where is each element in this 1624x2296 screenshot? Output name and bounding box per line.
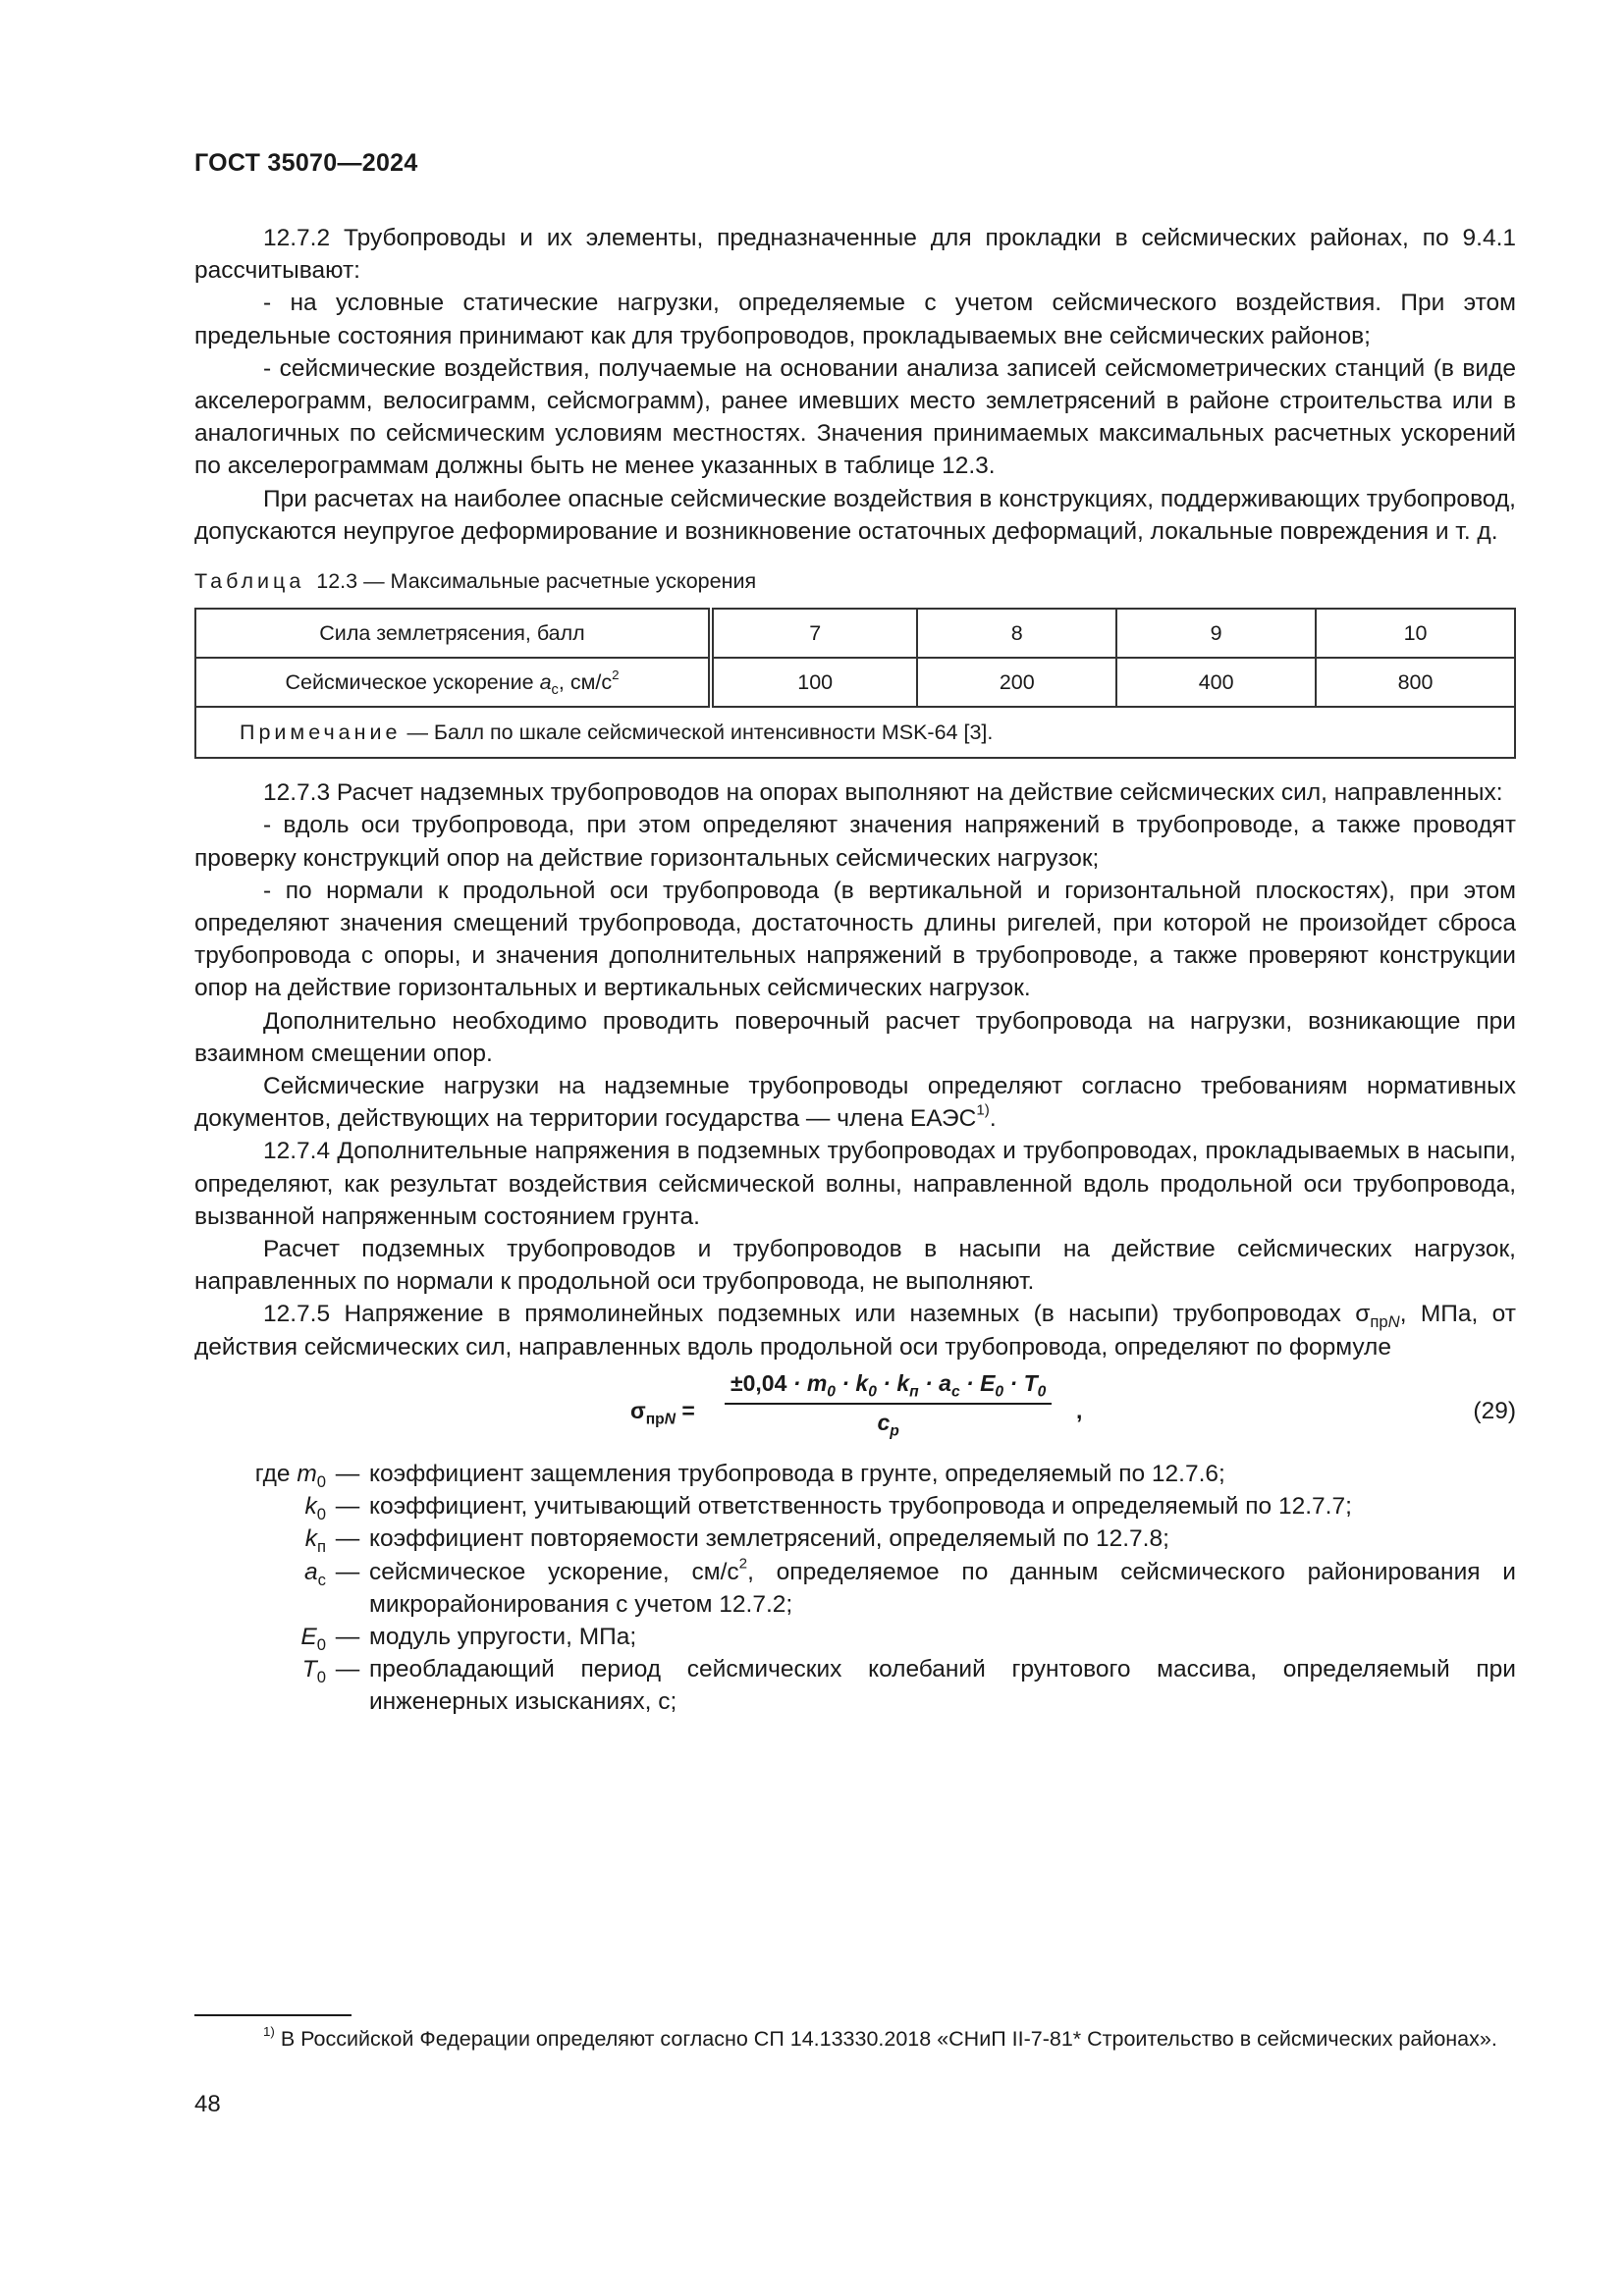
- paragraph-12-7-5: 12.7.5 Напряжение в прямолинейных подземных или наземных (в насыпи) трубопроводах $\sigma_{прN}$, МПа, от действия сейсмических сил, направленных вдоль продольной оси трубопровода, определяют по формуле: [194, 1301, 1516, 1361]
- paragraph-static-loads: - на условные статические нагрузки, определяемые с учетом сейсмического воздействия. При этом предельные состояния принимают как для трубопроводов, прокладываемых вне сейсмических районов;: [194, 290, 1516, 349]
- def-symbol: $a_c$: [304, 1558, 326, 1589]
- paragraph-verification: Дополнительно необходимо проводить поверочный расчет трубопровода на нагрузки, возникающие при взаимном смещении опор.: [194, 1007, 1516, 1067]
- table-cell: 400: [1116, 658, 1316, 707]
- table-cell: 800: [1316, 658, 1515, 707]
- table-cell: 7: [711, 609, 917, 658]
- note-label: Примечание: [240, 720, 402, 744]
- table-caption: [194, 565, 1516, 598]
- formula-denominator: $c_p$: [877, 1410, 899, 1440]
- paragraph-normal-axis: - по нормали к продольной оси трубопровода (в вертикальной и горизонтальной плоскостях), при этом определяют значения смещений трубопровода, достаточность длины ригелей, при которой не произойдет сброса трубопровода с опоры, и значения дополнительных напряжений в трубопроводе, а также проверяют конструкции опор на действие горизонтальных и вертикальных сейсмических нагрузок.: [194, 877, 1516, 1002]
- def-text: коэффициент повторяемости землетрясений, определяемый по 12.7.8;: [369, 1525, 1169, 1553]
- formula-lhs: $\sigma_{прN}$ =: [630, 1397, 695, 1428]
- paragraph-12-7-5-cont: МПа, от действия сейсмических сил, направленных вдоль продольной оси трубопровода, определяют по формуле: [194, 1301, 1516, 1361]
- footnote-rule: [194, 2014, 352, 2016]
- def-symbol: где $m_0$: [254, 1460, 326, 1491]
- table-note: [195, 707, 1515, 758]
- variable-definitions: [194, 1458, 1516, 1719]
- paragraph-12-7-3: 12.7.3 Расчет надземных трубопроводов на опорах выполняют на действие сейсмических сил, направленных:: [263, 779, 1503, 807]
- definition-t0: $T_0$ — преобладающий период сейсмических колебаний грунтового массива, определяемый при инженерных изысканиях, с;: [194, 1653, 1516, 1718]
- body-text: [194, 222, 1516, 1719]
- row-unit: см/с: [569, 669, 613, 694]
- def-symbol: $k_п$: [304, 1525, 326, 1557]
- def-symbol: $k_0$: [304, 1493, 326, 1523]
- row-header-acceleration: Сейсмическое ускорение $a_c$, $см/с^2$: [195, 658, 711, 707]
- formula-29: $\sigma_{прN}$ = $\pm 0,04 \cdot m_0 \cdot k_0 \cdot k_п \cdot a_c \cdot E_0 \cdot T_0$ $c_p$ , (29): [194, 1367, 1516, 1450]
- table-row: [195, 707, 1515, 758]
- table-row: [195, 658, 1515, 707]
- table-cell: 10: [1316, 609, 1515, 658]
- def-text: сейсмическое ускорение, $см/с^2$, определяемое по данным сейсмического районирования и микрорайонирования с учетом 12.7.2;: [369, 1555, 1516, 1618]
- def-text: коэффициент защемления трубопровода в грунте, определяемый по 12.7.6;: [369, 1460, 1225, 1487]
- table-cell: 100: [711, 658, 917, 707]
- formula-number: (29): [1473, 1397, 1516, 1424]
- definition-kp: $k_п$ — коэффициент повторяемости землетрясений, определяемый по 12.7.8;: [194, 1522, 1516, 1555]
- paragraph-12-7-2: 12.7.2 Трубопроводы и их элементы, предназначенные для прокладки в сейсмических районах, по 9.4.1 рассчитывают:: [194, 225, 1516, 285]
- def-text: преобладающий период сейсмических колебаний грунтового массива, определяемый при инженерных изысканиях, с;: [369, 1656, 1516, 1716]
- paragraph-regulations: Сейсмические нагрузки на надземные трубопроводы определяют согласно требованиям нормативных документов, действующих на территории государства — члена ЕАЭС$^{1)}$.: [194, 1073, 1516, 1133]
- paragraph-no-normal-calc: Расчет подземных трубопроводов и трубопроводов в насыпи на действие сейсмических нагрузок, направленных по нормали к продольной оси трубопровода, не выполняют.: [194, 1236, 1516, 1296]
- table-row: [195, 609, 1515, 658]
- paragraph-regulations-text: Сейсмические нагрузки на надземные трубопроводы определяют согласно требованиям нормативных документов, действующих на территории государства — члена ЕАЭС: [194, 1073, 1516, 1133]
- document-header: ГОСТ 35070—2024: [194, 149, 418, 177]
- table-cell: 200: [917, 658, 1116, 707]
- row-label: Сейсмическое ускорение: [285, 669, 534, 694]
- table-cell: 9: [1116, 609, 1316, 658]
- acceleration-table: [194, 608, 1516, 759]
- footnote-text: В Российской Федерации определяют согласно СП 14.13330.2018 «СНиП II-7-81* Строительство в сейсмических районах».: [280, 2027, 1497, 2051]
- formula-coefficient: ±0,04: [731, 1369, 787, 1396]
- row-header-magnitude: Сила землетрясения, балл: [195, 609, 711, 658]
- def-symbol: $T_0$: [301, 1656, 326, 1686]
- page-number: 48: [194, 2091, 221, 2117]
- footnote-ref: 1): [976, 1101, 990, 1119]
- paragraph-seismic-impacts: - сейсмические воздействия, получаемые на основании анализа записей сейсмометрических станций (в виде акселерограмм, велосиграмм, сейсмограмм), ранее имевших место землетрясений в районе строительства или в аналогичных по сейсмическим условиям местностях. Значения принимаемых максимальных расчетных ускорений по акселерограммам должны быть не менее указанных в таблице 12.3.: [194, 354, 1516, 480]
- paragraph-along-axis: - вдоль оси трубопровода, при этом определяют значения напряжений в трубопроводе, а также проводят проверку конструкций опор на действие горизонтальных сейсмических нагрузок;: [194, 812, 1516, 872]
- note-text: — Балл по шкале сейсмической интенсивности MSK-64 [3].: [406, 720, 994, 744]
- formula-numerator: $\pm 0,04 \cdot m_0 \cdot k_0 \cdot k_п \cdot a_c \cdot E_0 \cdot T_0$: [725, 1367, 1052, 1405]
- def-symbol: $E_0$: [300, 1623, 326, 1654]
- table-caption-label: Таблица: [194, 569, 305, 594]
- definition-k0: $k_0$ — коэффициент, учитывающий ответственность трубопровода и определяемый по 12.7.7;: [194, 1490, 1516, 1522]
- formula-fraction: [725, 1367, 1052, 1439]
- footnote-marker: 1): [263, 2024, 275, 2040]
- footnote: [194, 2024, 1516, 2054]
- paragraph-12-7-4: 12.7.4 Дополнительные напряжения в подземных трубопроводах и трубопроводах, прокладываемых в насыпи, определяют, как результат воздействия сейсмической волны, направленной вдоль продольной оси трубопровода, вызванной напряженным состоянием грунта.: [194, 1138, 1516, 1230]
- def-text: коэффициент, учитывающий ответственность трубопровода и определяемый по 12.7.7;: [369, 1493, 1352, 1521]
- definition-e0: $E_0$ — модуль упругости, МПа;: [194, 1621, 1516, 1653]
- def-text: модуль упругости, МПа;: [369, 1623, 637, 1650]
- table-cell: 8: [917, 609, 1116, 658]
- definition-ac: $a_c$ — сейсмическое ускорение, $см/с^2$, определяемое по данным сейсмического районирования и микрорайонирования с учетом 12.7.2;: [194, 1556, 1516, 1621]
- paragraph-dangerous-impacts: При расчетах на наиболее опасные сейсмические воздействия в конструкциях, поддерживающих трубопровод, допускаются неупругое деформирование и возникновение остаточных деформаций, локальные повреждения и т. д.: [194, 485, 1516, 545]
- definition-m0: где $m_0$ — коэффициент защемления трубопровода в грунте, определяемый по 12.7.6;: [194, 1458, 1516, 1490]
- table-caption-text: 12.3 — Максимальные расчетные ускорения: [316, 569, 757, 594]
- paragraph-12-7-5-text: 12.7.5 Напряжение в прямолинейных подземных или наземных (в насыпи) трубопроводах: [263, 1301, 1341, 1328]
